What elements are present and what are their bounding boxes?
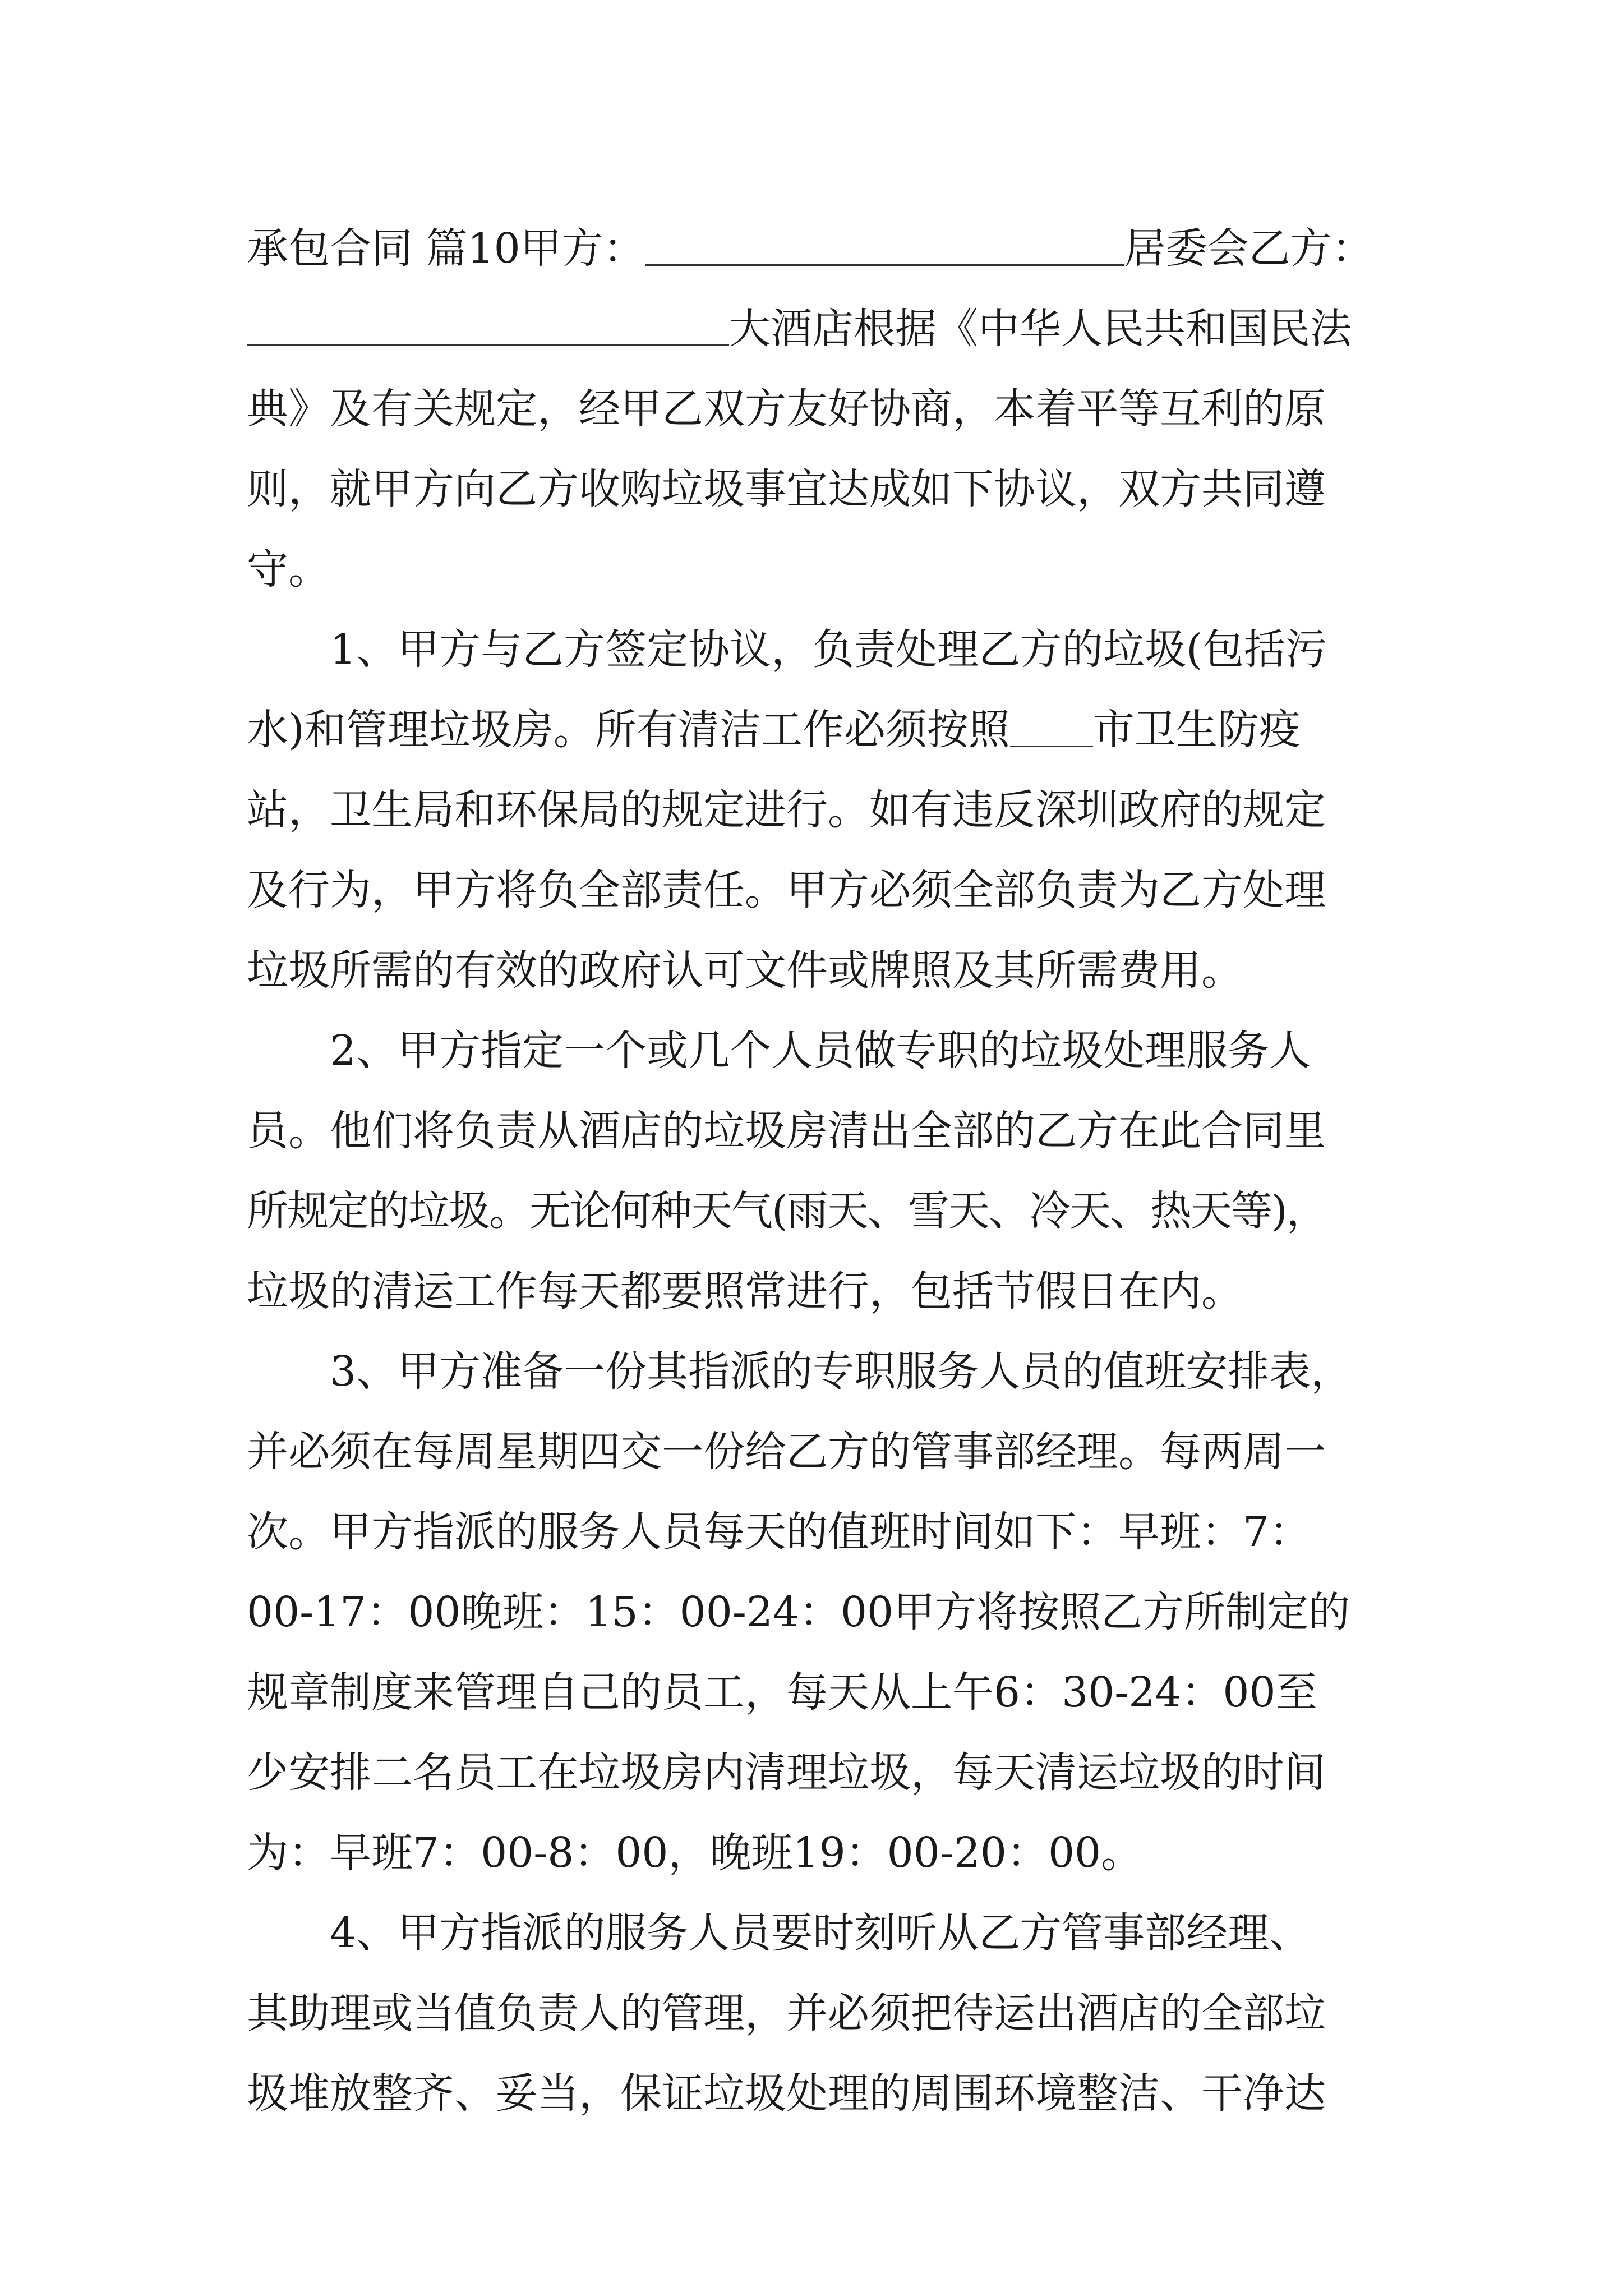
line-text: 水)和管理垃圾房。所有清洁工作必须按照 — [247, 706, 1010, 754]
clause-3-start: 3、甲方准备一份其指派的专职服务人员的值班安排表， — [330, 1347, 1353, 1396]
text-line: 少安排二名员工在垃圾房内清理垃圾，每天清运垃圾的时间 — [247, 1749, 1326, 1797]
text-line: 次。甲方指派的服务人员每天的值班时间如下：早班：7： — [247, 1508, 1311, 1556]
party-a-blank — [645, 225, 1124, 266]
clause-1-start: 1、甲方与乙方签定协议，负责处理乙方的垃圾(包括污 — [330, 625, 1327, 674]
city-blank — [1010, 706, 1093, 747]
text-line — [247, 289, 1385, 369]
text-line: 典》及有关规定，经甲乙双方友好协商，本着平等互利的原 — [247, 385, 1326, 433]
text-line — [247, 690, 1385, 770]
text-line: 00-17：00晚班：15：00-24：00甲方将按照乙方所制定的 — [247, 1588, 1350, 1636]
text-line: 并必须在每周星期四交一份给乙方的管事部经理。每两周一 — [247, 1428, 1326, 1476]
text-line: 其助理或当值负责人的管理，并必须把待运出酒店的全部垃 — [247, 1989, 1326, 2037]
text-line: 垃圾所需的有效的政府认可文件或牌照及其所需费用。 — [247, 946, 1243, 995]
text-line: 则，就甲方向乙方收购垃圾事宜达成如下协议，双方共同遵 — [247, 465, 1326, 513]
text-line: 圾堆放整齐、妥当，保证垃圾处理的周围环境整洁、干净达 — [247, 2069, 1326, 2118]
text-line: 为：早班7：00-8：00，晚班19：00-20：00。 — [247, 1829, 1143, 1877]
contract-body — [247, 209, 1385, 2134]
text-line — [247, 209, 1385, 289]
line-text: 大酒店根据《中华人民共和国民法 — [729, 305, 1352, 353]
text-line: 所规定的垃圾。无论何种天气(雨天、雪天、冷天、热天等)， — [247, 1187, 1327, 1235]
line-text: 市卫生防疫 — [1092, 706, 1301, 754]
contract-heading: 承包合同 篇10甲方： — [247, 224, 645, 273]
text-line: 及行为，甲方将负全部责任。甲方必须全部负责为乙方处理 — [247, 866, 1326, 914]
text-line: 规章制度来管理自己的员工，每天从上午6：30-24：00至 — [247, 1668, 1317, 1717]
line-text: 居委会乙方： — [1124, 224, 1373, 273]
text-line: 守。 — [247, 545, 330, 593]
text-line: 站，卫生局和环保局的规定进行。如有违反深圳政府的规定 — [247, 786, 1326, 834]
party-b-blank — [247, 305, 729, 346]
clause-2-start: 2、甲方指定一个或几个人员做专职的垃圾处理服务人 — [330, 1027, 1311, 1075]
text-line: 员。他们将负责从酒店的垃圾房清出全部的乙方在此合同里 — [247, 1107, 1326, 1155]
text-line: 垃圾的清运工作每天都要照常进行，包括节假日在内。 — [247, 1267, 1243, 1315]
clause-4-start: 4、甲方指派的服务人员要时刻听从乙方管事部经理、 — [330, 1909, 1311, 1957]
